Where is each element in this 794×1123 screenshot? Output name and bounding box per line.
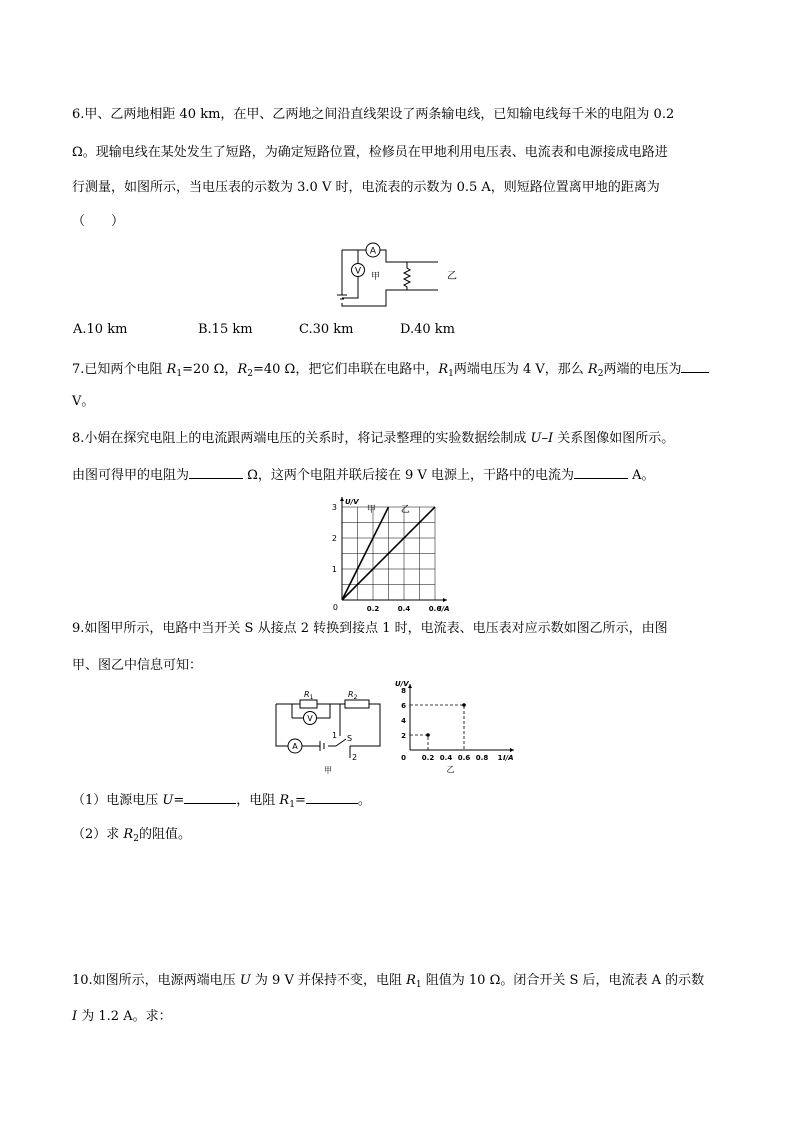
r2-resistor-icon (345, 700, 369, 708)
x-tick-label: 0.2 (421, 754, 435, 762)
q6-option-a: A.10 km (73, 322, 128, 337)
x-axis-label: I/A (439, 605, 450, 613)
q9-ui-chart (392, 680, 527, 776)
q6-line-1: 6.甲、乙两地相距 40 km，在甲、乙两地之间沿直线架设了两条输电线，已知输电线每千米的电阻为 0.2 (72, 107, 675, 122)
q9-voltage-blank[interactable] (184, 790, 236, 804)
q6-fig-jia: 甲 (371, 272, 381, 282)
q6-option-b: B.15 km (198, 322, 253, 337)
data-point-0 (426, 733, 430, 737)
q8-line-2: 由图可得甲的电阻为 Ω，这两个电阻并联后接在 9 V 电源上，干路中的电流为 A。 (72, 465, 655, 485)
series-label-jia: 甲 (366, 504, 376, 515)
q8-line-1: 8.小娟在探究电阻上的电流跟两端电压的关系时，将记录整理的实验数据绘制成 U–I 关系图像如图所示。 (72, 431, 675, 446)
q9-r1-blank[interactable] (306, 790, 358, 804)
q8-resistance-blank[interactable] (189, 465, 243, 479)
series-label-yi: 乙 (400, 504, 410, 515)
y-tick-label: 6 (401, 702, 406, 710)
ammeter-label: A (369, 246, 377, 257)
q9-sub-2: （2）求 $R_2$的阻值。 (72, 827, 191, 844)
q6-option-c: C.30 km (299, 322, 354, 337)
q10-line-1: 10.如图所示，电源两端电压 U 为 9 V 并保持不变，电阻 $R_1$ 阻值为 10 Ω。闭合开关 S 后，电流表 A 的示数 (72, 973, 705, 990)
r1-resistor-icon (300, 700, 317, 708)
q6-option-d: D.40 km (400, 322, 455, 337)
q7-answer-blank[interactable] (681, 359, 709, 373)
x-tick-label: 1 (497, 754, 503, 762)
x-tick-label: 0.4 (397, 605, 411, 613)
x-axis-label: I/A (503, 754, 514, 762)
q9-circuit-diagram (270, 684, 395, 776)
q9-fig-jia-caption: 甲 (324, 766, 332, 775)
chart-caption-yi: 乙 (446, 765, 455, 774)
data-point-1 (462, 703, 466, 707)
q9-voltmeter-label: V (307, 714, 313, 723)
q9-ammeter-label: A (292, 742, 298, 751)
y-tick-label: 4 (401, 717, 406, 725)
q6-line-3: 行测量，如图所示，当电压表的示数为 3.0 V 时，电流表的示数为 0.5 A，则短路位置离甲地的距离为 (72, 180, 660, 195)
q9-contact-2: 2 (352, 753, 358, 762)
x-tick-label: 0.6 (457, 754, 471, 762)
y-tick-label: 2 (331, 534, 337, 543)
x-tick-label: 0.4 (439, 754, 453, 762)
y-axis-label: U/V (345, 498, 359, 506)
q8-ui-chart (330, 490, 470, 612)
q6-fig-yi: 乙 (447, 271, 457, 282)
y-tick-label: 8 (401, 687, 406, 695)
q9-r1-label: $R_1$ (304, 690, 314, 701)
q9-sub-1: （1）电源电压 U= ，电阻 $R_1=$ 。 (72, 790, 371, 810)
q9-contact-1: 1 (332, 731, 338, 740)
origin-label: 0 (401, 754, 406, 762)
y-axis-arrow (340, 497, 344, 501)
q9-switch-label: S (347, 734, 353, 743)
q7-line-1: 7.已知两个电阻 $R_1=20$ Ω，$R_2=40$ Ω，把它们串联在电路中，$R_1$两端电压为 4 V，那么 $R_2$两端的电压为 (72, 359, 709, 379)
guide-line-1 (410, 705, 464, 750)
origin-label: 0 (332, 603, 338, 612)
x-axis-arrow (510, 748, 514, 752)
q6-line-2: Ω。现输电线在某处发生了短路，为确定短路位置，检修员在甲地利用电压表、电流表和电源接成电路进 (72, 145, 668, 160)
q9-line-2: 甲、图乙中信息可知： (72, 658, 203, 673)
guide-line-0 (410, 735, 428, 750)
y-tick-label: 3 (331, 503, 337, 512)
q6-circuit-diagram (330, 240, 470, 310)
y-tick-label: 2 (401, 732, 406, 740)
voltmeter-label: V (354, 266, 362, 277)
q8-current-blank[interactable] (574, 465, 628, 479)
q9-line-1: 9.如图甲所示，电路中当开关 S 从接点 2 转换到接点 1 时，电流表、电压表对应示数如图乙所示，由图 (72, 621, 668, 636)
q10-line-2: I 为 1.2 A。求： (72, 1009, 172, 1024)
q7-line-2: V。 (72, 394, 95, 409)
x-tick-label: 0.2 (366, 605, 380, 613)
q6-answer-bracket: （ ） (72, 214, 125, 229)
x-axis-arrow (443, 598, 447, 602)
q9-r2-label: $R_2$ (348, 690, 358, 701)
y-axis-label: U/V (395, 680, 409, 688)
y-tick-label: 1 (331, 565, 337, 574)
x-tick-label: 0.8 (475, 754, 489, 762)
x-tick-label: 0.6 (428, 605, 442, 613)
